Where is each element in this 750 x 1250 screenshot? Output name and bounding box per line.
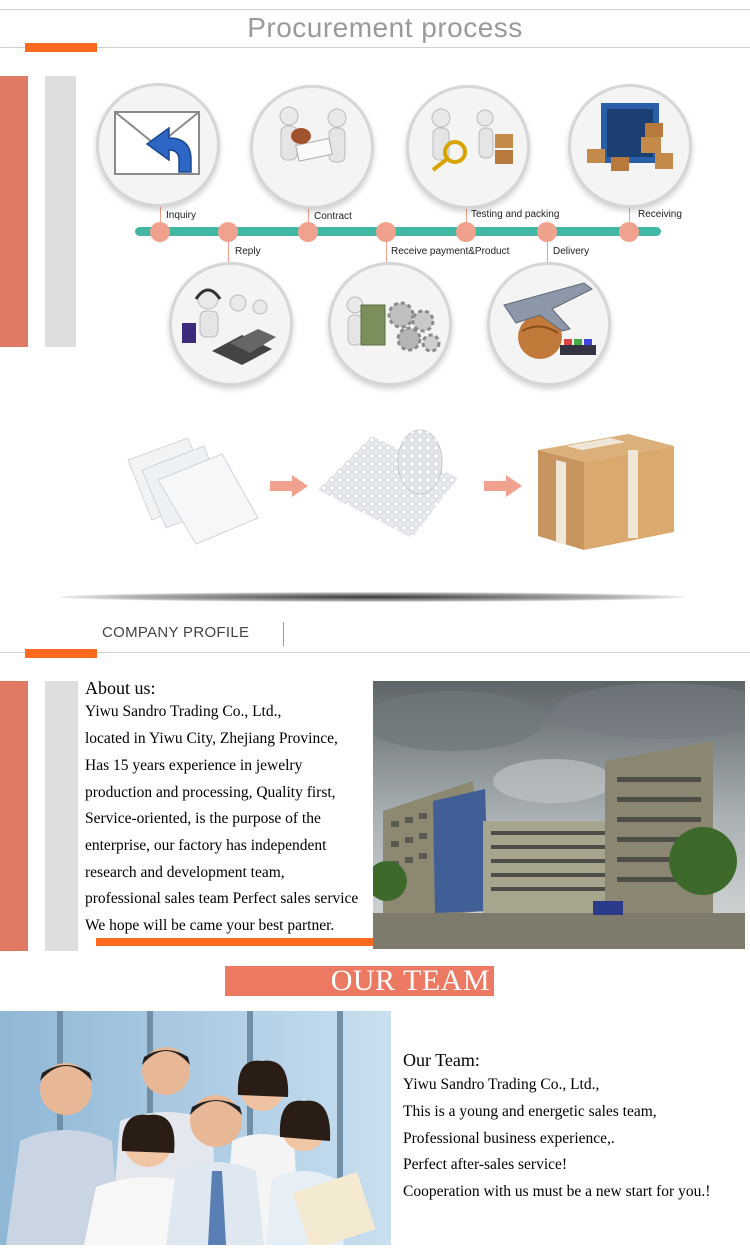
team-line: Cooperation with us must be a new start for you.! [403, 1183, 711, 1200]
team-line: This is a young and energetic sales team, [403, 1103, 657, 1120]
container-icon [568, 84, 692, 208]
team-line: Professional business experience,. [403, 1130, 615, 1147]
step-label-reply: Reply [235, 246, 261, 257]
node-testing [456, 222, 476, 242]
arrow-right-icon [270, 475, 308, 497]
money-gears-icon [328, 262, 452, 386]
node-payment [376, 222, 396, 242]
about-line: located in Yiwu City, Zhejiang Province, [85, 730, 338, 747]
profile-accent [25, 649, 97, 658]
airplane-globe-icon [487, 262, 611, 386]
bubble-wrap-icon [312, 420, 472, 550]
factory-building-photo [373, 681, 745, 949]
about-line: professional sales team Perfect sales service [85, 890, 359, 907]
our-team-banner [225, 966, 494, 996]
profile-rule [0, 652, 750, 653]
process-timeline [135, 227, 661, 236]
top-rule [0, 9, 750, 10]
node-contract [298, 222, 318, 242]
about-title: About us: [85, 678, 156, 698]
node-reply [218, 222, 238, 242]
procurement-title: Procurement process [247, 12, 523, 43]
node-receiving [619, 222, 639, 242]
step-label-testing: Testing and packing [471, 209, 560, 220]
section-shadow [60, 592, 685, 602]
about-grey-bar [45, 681, 78, 951]
about-line: research and development team, [85, 864, 285, 881]
company-profile-title: COMPANY PROFILE [102, 624, 250, 641]
envelope-icon [96, 83, 220, 207]
team-line: Yiwu Sandro Trading Co., Ltd., [403, 1076, 600, 1093]
left-salmon-bar [0, 76, 28, 347]
about-line: Service-oriented, is the purpose of the [85, 810, 321, 827]
plastic-bag-icon [118, 432, 268, 547]
about-salmon-bar [0, 681, 28, 951]
about-line: We hope will be came your best partner. [85, 917, 335, 934]
procurement-accent [25, 43, 97, 52]
our-team-banner-text: OUR TEAM [330, 964, 490, 997]
call-center-icon [169, 262, 293, 386]
about-line: enterprise, our factory has independent [85, 837, 327, 854]
team-title: Our Team: [403, 1050, 480, 1070]
about-line: Yiwu Sandro Trading Co., Ltd., [85, 703, 282, 720]
team-line: Perfect after-sales service! [403, 1156, 568, 1173]
step-label-payment: Receive payment&Product [391, 246, 510, 257]
arrow-right-icon [484, 475, 522, 497]
header-rule [0, 47, 750, 48]
profile-divider [283, 622, 284, 646]
team-photo [0, 1011, 391, 1245]
step-label-contract: Contract [314, 211, 352, 222]
node-inquiry [150, 222, 170, 242]
testing-icon [406, 85, 530, 209]
about-line: production and processing, Quality first, [85, 784, 336, 801]
step-label-receiving: Receiving [638, 209, 682, 220]
about-line: Has 15 years experience in jewelry [85, 757, 303, 774]
carton-box-icon [532, 428, 680, 554]
step-label-inquiry: Inquiry [166, 210, 197, 221]
step-label-delivery: Delivery [553, 246, 590, 257]
about-underline [96, 938, 373, 946]
handshake-icon [250, 85, 374, 209]
left-grey-bar [45, 76, 76, 347]
node-delivery [537, 222, 557, 242]
